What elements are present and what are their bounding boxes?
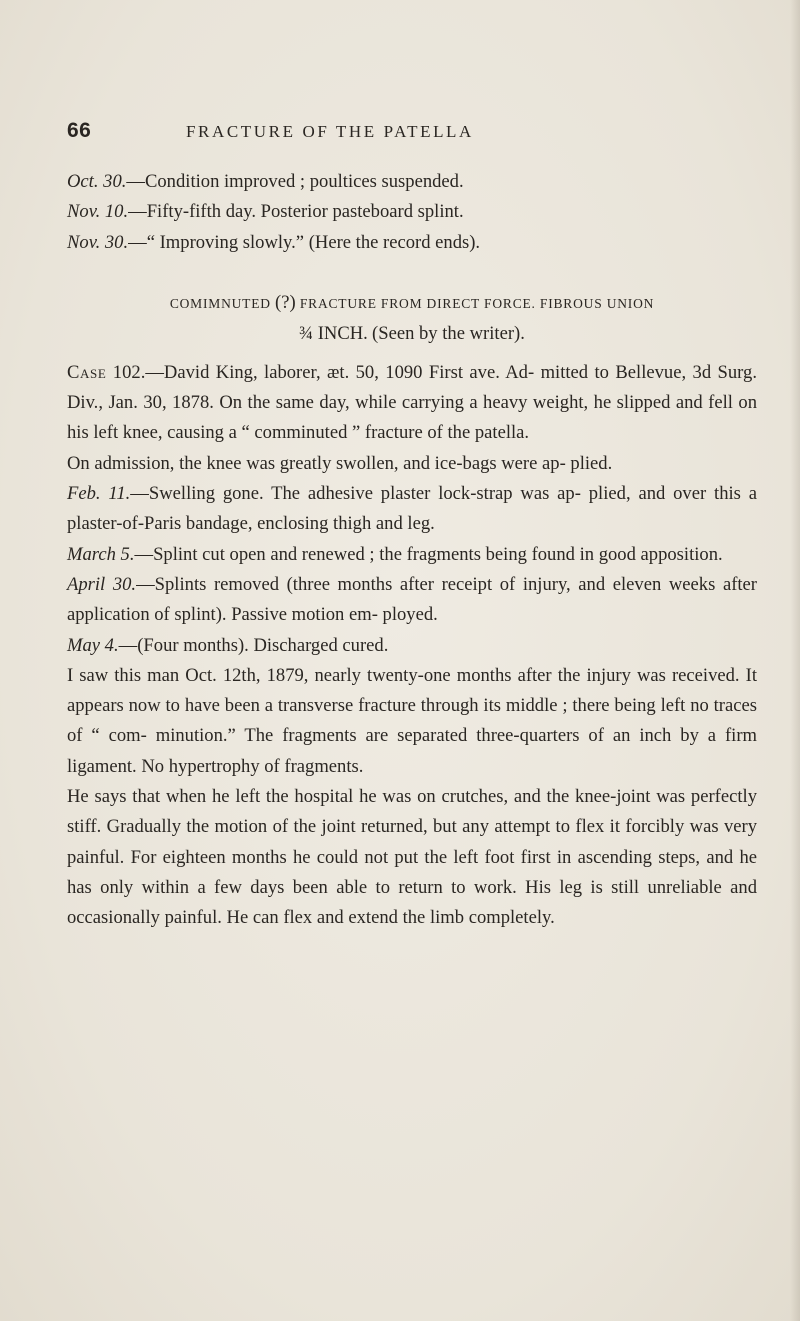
case-heading-line-1 [69, 288, 755, 319]
entry-text: —Fifty-fifth day. Posterior pasteboard splint. [128, 201, 464, 223]
spacer [67, 258, 757, 288]
entry-text: —Splint cut open and renewed ; the fragments being found in good apposition. [134, 543, 723, 565]
entry-nov-30 [67, 228, 757, 258]
case-heading [67, 288, 757, 350]
entry-april-30 [67, 570, 757, 631]
admission-paragraph: On admission, the knee was greatly swollen, and ice-bags were ap- plied. [67, 452, 613, 474]
patient-report-paragraph: He says that when he left the hospital he was on crutches, and the knee-joint was perfectly stiff. Gradually the motion of the joint returned, but any attempt to flex it forcibly was very painful. For eighteen months he could not put the left foot first in ascending steps, and he has only within a few days been able to return to work. His leg is still unreliable and occasionally painful. He can flex and extend the limb completely. [67, 786, 757, 929]
entry-march-5 [67, 540, 757, 570]
entry-date: Oct. 30. [67, 171, 127, 192]
page-body [67, 167, 757, 934]
entry-text: —Swelling gone. The adhesive plaster lock-strap was ap- plied, and over this a plaster-of-Paris bandage, enclosing thigh and leg. [67, 483, 757, 535]
page-number: 66 [67, 119, 92, 142]
entry-oct-30 [67, 167, 757, 197]
case-heading-line-2 [69, 319, 755, 350]
heading-word: COMIMNUTED [169, 295, 271, 311]
case-text: 102.—David King, laborer, æt. 50, 1090 First ave. Ad- mitted to Bellevue, 3d Surg. Div., Jan. 30, 1878. On the same day, while carrying a heavy weight, he slipped and fell on his left knee, causing a “ comminuted ” fracture of the patella. [67, 361, 757, 444]
entry-text: —Splints removed (three months after receipt of injury, and eleven weeks after application of splint). Passive motion em- ployed. [67, 573, 757, 626]
entry-nov-10 [67, 197, 757, 227]
entry-date: March 5. [67, 543, 135, 565]
heading-query: (?) [275, 291, 296, 313]
entry-date: Nov. 30. [67, 231, 129, 253]
entry-date: May 4. [67, 634, 119, 656]
entry-date: Feb. 11. [67, 483, 131, 505]
entry-text: —Condition improved ; poultices suspended. [126, 171, 464, 192]
observation-paragraph: I saw this man Oct. 12th, 1879, nearly twenty-one months after the injury was received. It appears now to have been a transverse fracture through its middle ; there being left no traces of “ com- minution.” The fragments are separated three-quarters of an inch by a firm ligament. No hypertrophy of fragments. [67, 664, 757, 777]
heading-note: (Seen by the writer). [372, 322, 525, 344]
entry-may-4 [67, 631, 757, 661]
case-paragraph [67, 358, 757, 449]
entry-date: April 30. [67, 573, 137, 595]
running-head: FRACTURE OF THE PATELLA [186, 122, 474, 141]
entry-text: —“ Improving slowly.” (Here the record ends). [128, 231, 481, 253]
case-label: Case [67, 361, 107, 383]
page-edge-shadow [790, 0, 800, 1321]
heading-text: FRACTURE FROM DIRECT FORCE. FIBROUS UNION [299, 295, 655, 311]
spacer [67, 350, 757, 358]
entry-text: —(Four months). Discharged cured. [118, 634, 389, 656]
entry-feb-11 [67, 479, 757, 540]
heading-measure: ¾ INCH. [299, 322, 368, 344]
page-header [67, 119, 747, 149]
entry-date: Nov. 10. [67, 201, 129, 223]
